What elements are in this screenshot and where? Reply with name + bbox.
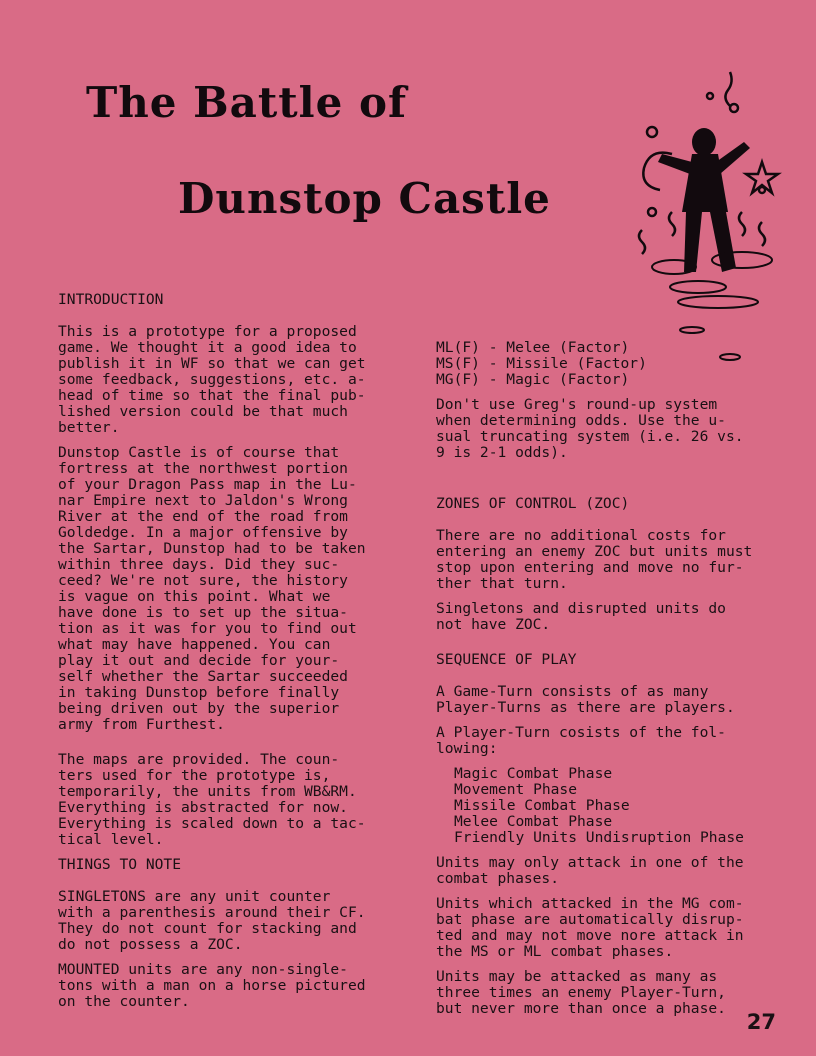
left-column bbox=[58, 292, 408, 1019]
page-number: 27 bbox=[746, 1010, 776, 1034]
introduction-paragraph-3: The maps are provided. The coun- ters used for the prototype is, temporarily, the units from WB&RM. Everything is abstracted for now. Everything is scaled down to a tac- tical level. bbox=[58, 751, 366, 848]
zoc-paragraph-1: There are no additional costs for entering an enemy ZOC but units must stop upon entering and move no fur- ther that turn. bbox=[436, 527, 753, 592]
mounted-text: units are any non-single- tons with a man on a horse pictured on the counter. bbox=[58, 961, 366, 1010]
phase-list bbox=[436, 766, 792, 846]
abbrev-missile: MS(F) - Missile (Factor) bbox=[436, 355, 647, 372]
abbrev-melee: ML(F) - Melee (Factor) bbox=[436, 339, 630, 356]
phase-item: Melee Combat Phase bbox=[454, 813, 613, 830]
sequence-paragraph-4: Units which attacked in the MG com- bat phase are automatically disrup- ted and may not move nore attack in the MS or ML combat phases. bbox=[436, 895, 744, 960]
odds-paragraph: Don't use Greg's round-up system when determining odds. Use the u- sual truncating system (i.e. 26 vs. 9 is 2-1 odds). bbox=[436, 396, 744, 461]
abbreviation-list bbox=[436, 340, 792, 388]
sequence-paragraph-3: Units may only attack in one of the combat phases. bbox=[436, 854, 744, 887]
sequence-paragraph-2: A Player-Turn cosists of the fol- lowing: bbox=[436, 724, 726, 757]
singletons-text: are any unit counter with a parenthesis around their CF. They do not count for stacking and do not possess a ZOC. bbox=[58, 888, 366, 953]
singletons-term: SINGLETONS bbox=[58, 888, 146, 905]
phase-item: Missile Combat Phase bbox=[454, 797, 630, 814]
singletons-paragraph bbox=[58, 889, 408, 953]
wizard-juggling-illustration bbox=[612, 62, 792, 362]
title-line-2: Dunstop Castle bbox=[178, 174, 551, 223]
mounted-term: MOUNTED bbox=[58, 961, 120, 978]
introduction-paragraph-1: This is a prototype for a proposed game. We thought it a good idea to publish it in WF so that we can get some feedback, suggestions, etc. a- head of time so that the final pub- lished version could be that much better. bbox=[58, 323, 366, 436]
phase-item: Friendly Units Undisruption Phase bbox=[454, 829, 744, 846]
things-to-note-heading: THINGS TO NOTE bbox=[58, 856, 182, 873]
phase-item: Magic Combat Phase bbox=[454, 765, 613, 782]
introduction-paragraph-2: Dunstop Castle is of course that fortress at the northwest portion of your Dragon Pass map in the Lu- nar Empire next to Jaldon's Wrong River at the end of the road from Goldedge. In a major offensive by the Sartar, Dunstop had to be taken within three days. Did they suc- ceed? We're not sure, the history is vague on this point. What we have done is to set up the situa- tion as it was for you to find out what may have happened. You can play it out and decide for your- self whether the Sartar succeeded in taking Dunstop before finally being driven out by the superior army from Furthest. bbox=[58, 444, 366, 733]
title-line-1: The Battle of bbox=[86, 78, 408, 127]
zoc-paragraph-2: Singletons and disrupted units do not have ZOC. bbox=[436, 600, 726, 633]
mounted-paragraph bbox=[58, 962, 408, 1010]
zoc-heading: ZONES OF CONTROL (ZOC) bbox=[436, 495, 630, 512]
sequence-of-play-heading: SEQUENCE OF PLAY bbox=[436, 651, 577, 668]
sequence-paragraph-1: A Game-Turn consists of as many Player-Turns as there are players. bbox=[436, 683, 735, 716]
abbrev-magic: MG(F) - Magic (Factor) bbox=[436, 371, 630, 388]
sequence-paragraph-5: Units may be attacked as many as three times an enemy Player-Turn, but never more than once a phase. bbox=[436, 968, 726, 1017]
phase-item: Movement Phase bbox=[454, 781, 578, 798]
right-column bbox=[436, 340, 792, 1026]
introduction-heading: INTRODUCTION bbox=[58, 291, 164, 308]
